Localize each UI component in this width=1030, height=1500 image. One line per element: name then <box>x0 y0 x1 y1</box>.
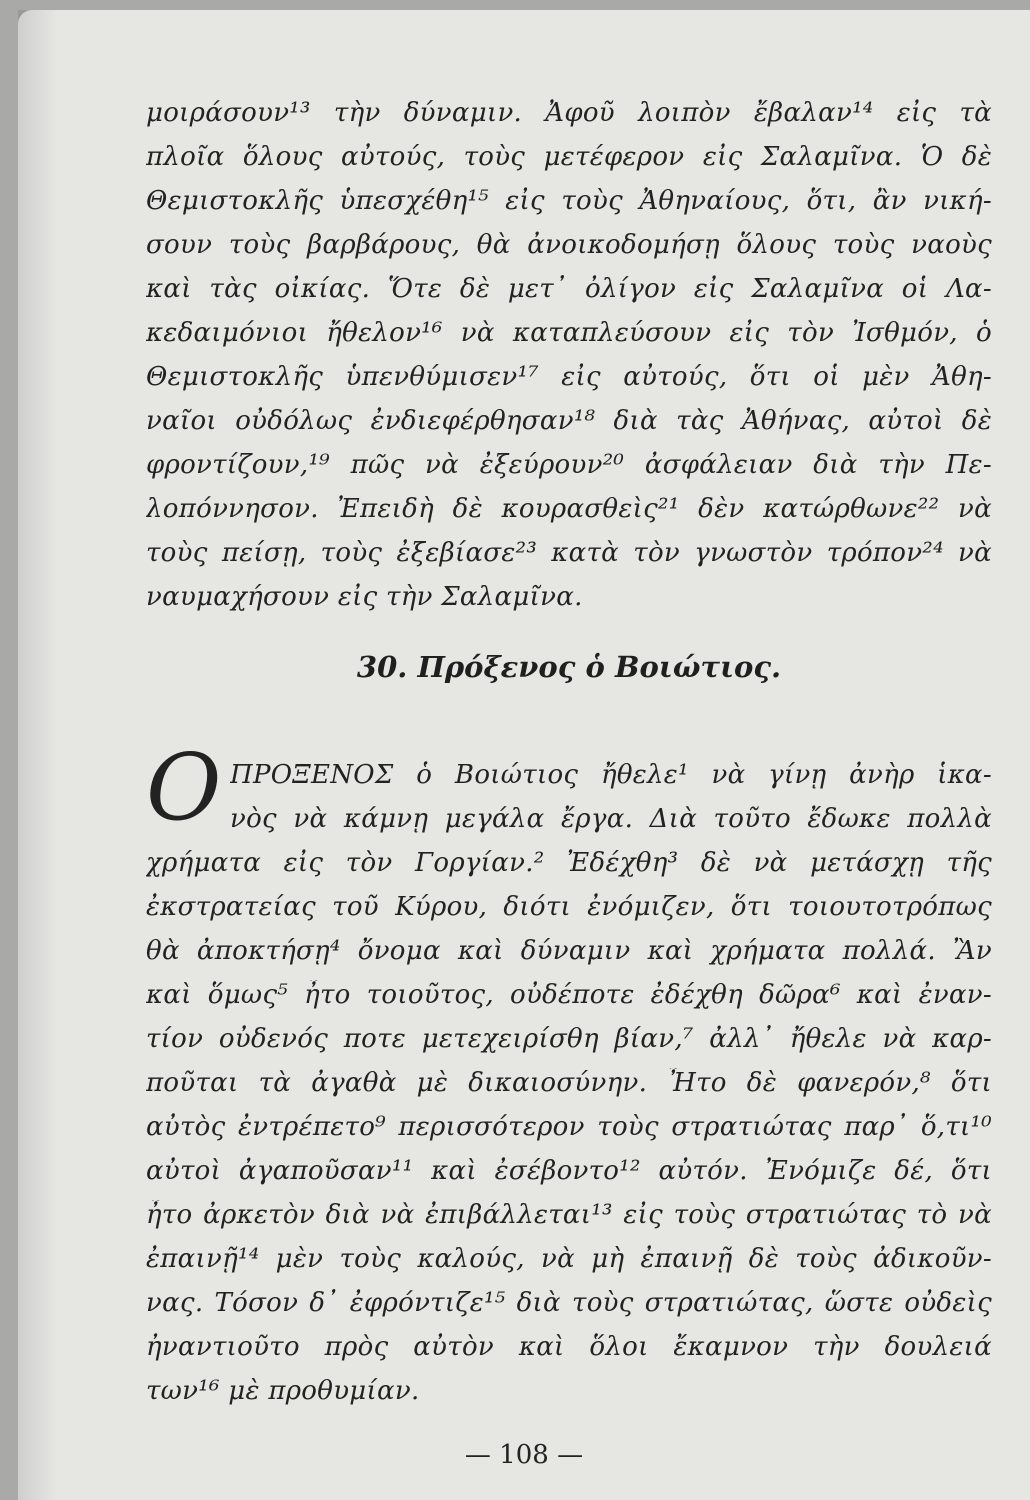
drop-cap: O <box>146 734 222 841</box>
paragraph1-line-9: φροντίζουν,¹⁹ πῶς νὰ ἐξεύρουν²⁰ ἀσφάλειαν διὰ τὴν Πε- <box>146 450 992 480</box>
paragraph1-line-6: κεδαιμόνιοι ἤθελον¹⁶ νὰ καταπλεύσουν εἰς τὸν Ἰσθμόν, ὁ <box>146 318 992 348</box>
paragraph1-line-10: λοπόννησον. Ἐπειδὴ δὲ κουρασθεὶς²¹ δὲν κατώρθωνε²² νὰ <box>146 494 992 524</box>
paragraph1-line-1: μοιράσουν¹³ τὴν δύναμιν. Ἀφοῦ λοιπὸν ἔβαλαν¹⁴ εἰς τὰ <box>146 98 992 128</box>
paragraph1-line-5: καὶ τὰς οἰκίας. Ὅτε δὲ μετ᾽ ὀλίγον εἰς Σαλαμῖνα οἱ Λα- <box>146 274 992 304</box>
paragraph2-line-3: χρήματα εἰς τὸν Γοργίαν.² Ἐδέχθη³ δὲ νὰ μετάσχῃ τῆς <box>146 848 992 878</box>
paragraph2-line-15: των¹⁶ μὲ προθυμίαν. <box>146 1376 420 1406</box>
paragraph1-line-7: Θεμιστοκλῆς ὑπενθύμισεν¹⁷ εἰς αὐτούς, ὅτι οἱ μὲν Ἀθη- <box>146 362 992 392</box>
paragraph2-line-1: ΠΡΟΞΕΝΟΣ ὁ Βοιώτιος ἤθελε¹ νὰ γίνῃ ἀνὴρ ἱκα- <box>230 760 992 790</box>
paragraph2-line-7: τίον οὐδενός ποτε μετεχειρίσθη βίαν,⁷ ἀλλ᾽ ἤθελε νὰ καρ- <box>146 1024 992 1054</box>
paragraph2-line-9: αὐτὸς ἐντρέπετο⁹ περισσότερον τοὺς στρατιώτας παρ᾽ ὅ,τι¹⁰ <box>146 1112 992 1142</box>
paragraph2-line-14: ἠναντιοῦτο πρὸς αὐτὸν καὶ ὅλοι ἔκαμνον τὴν δουλειά <box>146 1332 992 1362</box>
paragraph2-line-5: θὰ ἀποκτήσῃ⁴ ὄνομα καὶ δύναμιν καὶ χρήματα πολλά. Ἂν <box>146 936 992 966</box>
paragraph1-line-2: πλοῖα ὅλους αὐτούς, τοὺς μετέφερον εἰς Σαλαμῖνα. Ὁ δὲ <box>146 142 992 172</box>
paragraph2-line-11: ἦτο ἀρκετὸν διὰ νὰ ἐπιβάλλεται¹³ εἰς τοὺς στρατιώτας τὸ νὰ <box>146 1200 992 1230</box>
paragraph2-line-12: ἐπαινῇ¹⁴ μὲν τοὺς καλούς, νὰ μὴ ἐπαινῇ δὲ τοὺς ἀδικοῦν- <box>146 1244 992 1274</box>
paragraph2-line-10: αὐτοὶ ἀγαποῦσαν¹¹ καὶ ἐσέβοντο¹² αὐτόν. Ἐνόμιζε δέ, ὅτι <box>146 1156 992 1186</box>
paragraph1-line-11: τοὺς πείσῃ, τοὺς ἐξεβίασε²³ κατὰ τὸν γνωστὸν τρόπον²⁴ νὰ <box>146 538 992 568</box>
paragraph1-line-4: σουν τοὺς βαρβάρους, θὰ ἀνοικοδομήσῃ ὅλους τοὺς ναοὺς <box>146 230 992 260</box>
paragraph1-line-12: ναυμαχήσουν εἰς τὴν Σαλαμῖνα. <box>146 582 583 612</box>
section-title: 30. Πρόξενος ὁ Βοιώτιος. <box>356 650 782 684</box>
paragraph2-line-6: καὶ ὅμως⁵ ἦτο τοιοῦτος, οὐδέποτε ἐδέχθη δῶρα⁶ καὶ ἐναν- <box>146 980 992 1010</box>
paragraph2-line-2: νὸς νὰ κάμνῃ μεγάλα ἔργα. Διὰ τοῦτο ἔδωκε πολλὰ <box>230 804 992 834</box>
paragraph2-line-13: νας. Τόσον δ᾽ ἐφρόντιζε¹⁵ διὰ τοὺς στρατιώτας, ὥστε οὐδεὶς <box>146 1288 992 1318</box>
paragraph2-line-4: ἐκστρατείας τοῦ Κύρου, διότι ἐνόμιζεν, ὅτι τοιουτοτρόπως <box>146 892 992 922</box>
page-number: — 108 — <box>464 1440 584 1470</box>
paragraph1-line-8: ναῖοι οὐδόλως ἐνδιεφέρθησαν¹⁸ διὰ τὰς Ἀθήνας, αὐτοὶ δὲ <box>146 406 992 436</box>
paragraph2-line-8: ποῦται τὰ ἀγαθὰ μὲ δικαιοσύνην. Ἦτο δὲ φανερόν,⁸ ὅτι <box>146 1068 992 1098</box>
page-edge-shadow <box>18 10 58 1500</box>
paragraph1-line-3: Θεμιστοκλῆς ὑπεσχέθη¹⁵ εἰς τοὺς Ἀθηναίους, ὅτι, ἂν νική- <box>146 186 992 216</box>
